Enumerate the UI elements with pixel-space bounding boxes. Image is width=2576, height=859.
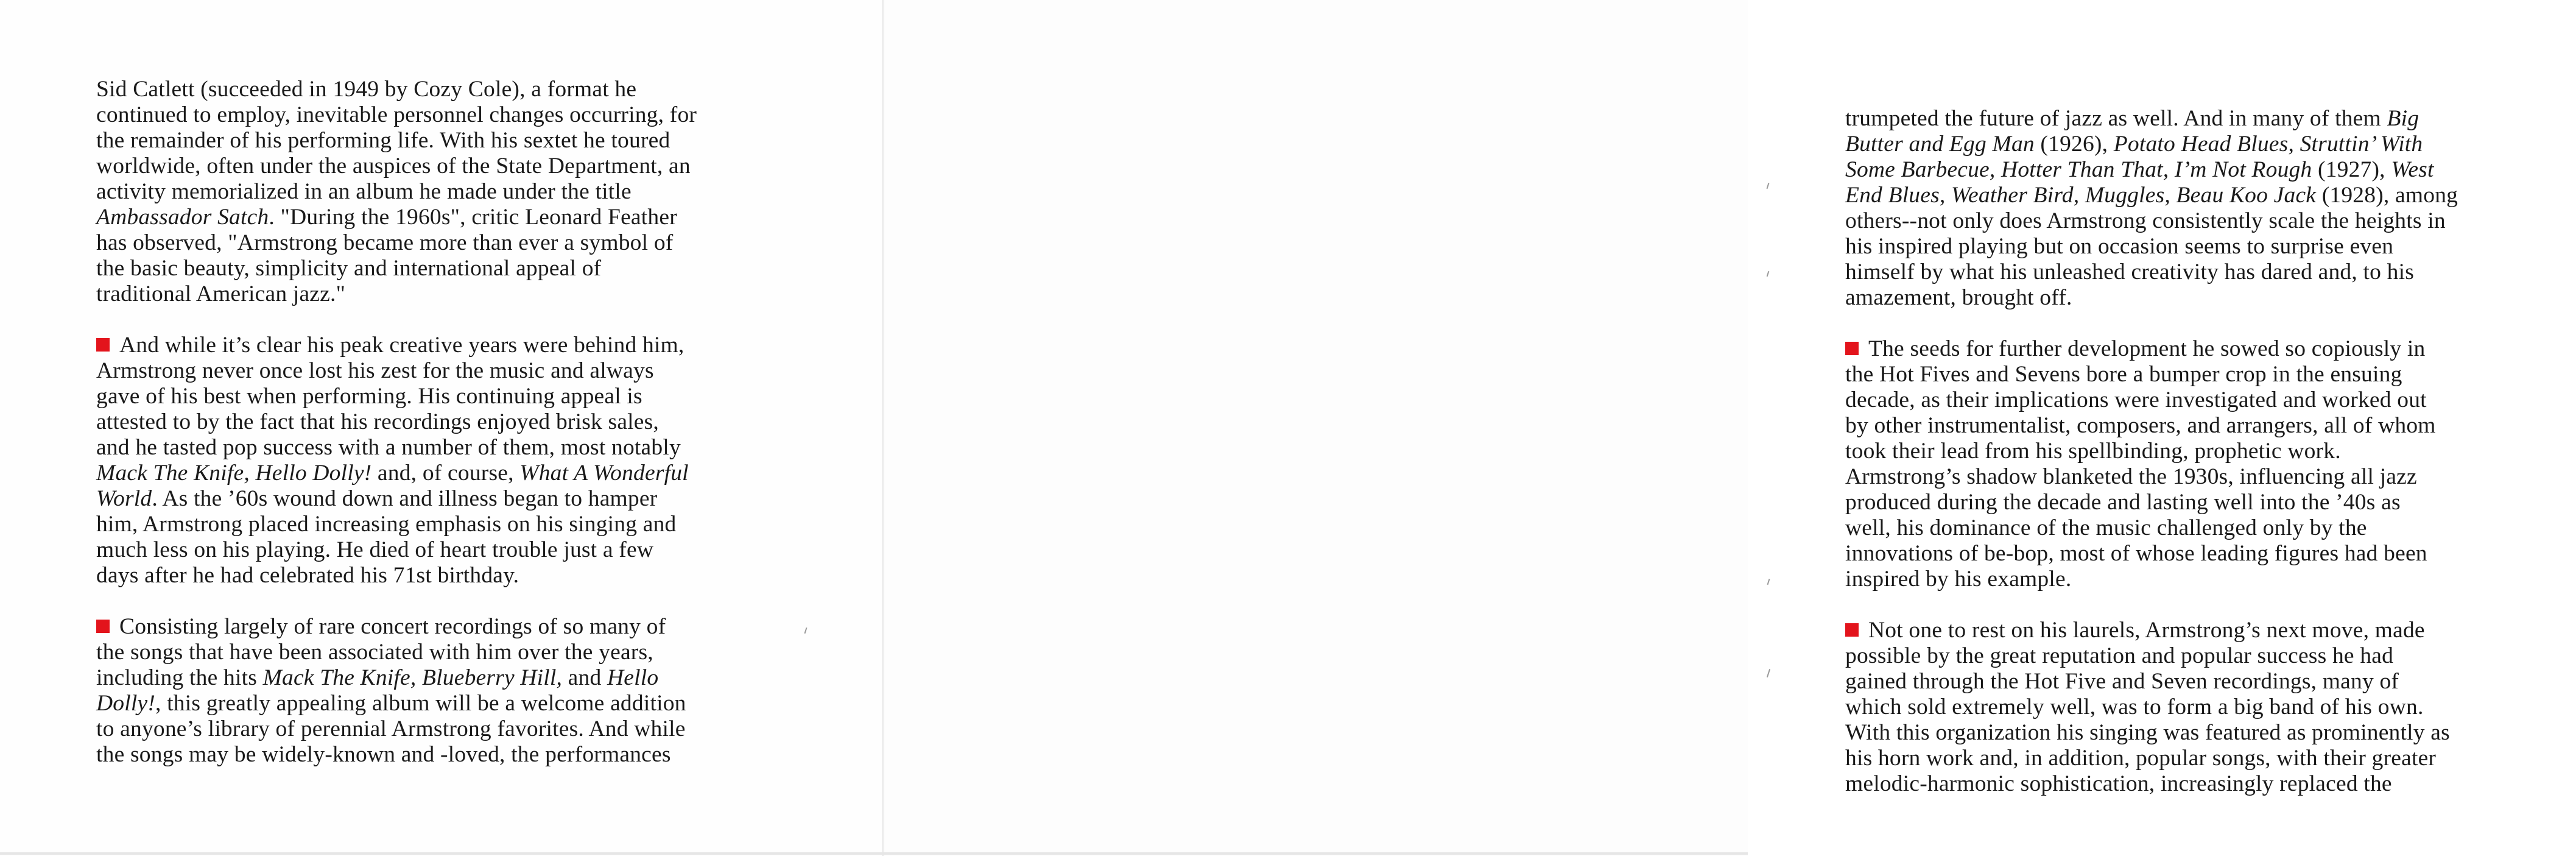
body-text: innovations of be-bop, most of whose leading figures had been: [1845, 541, 2427, 566]
left-page: [0, 0, 882, 856]
italic-title-text: Ambassador Satch: [96, 205, 269, 230]
body-text: the Hot Fives and Sevens bore a bumper crop in the ensuing: [1845, 362, 2402, 387]
text-line: [1845, 413, 2576, 439]
text-line: [1845, 695, 2576, 720]
body-text: to anyone’s library of perennial Armstrong favorites. And while: [96, 716, 686, 741]
italic-title-text: Potato Head Blues, Struttin’ With: [2113, 132, 2423, 157]
text-line: [1845, 515, 2576, 541]
body-text: the remainder of his performing life. With his sextet he toured: [96, 128, 670, 153]
body-text: himself by what his unleashed creativity has dared and, to his: [1845, 260, 2415, 285]
body-text: activity memorialized in an album he made under the title: [96, 179, 632, 204]
body-text: gained through the Hot Five and Seven recordings, many of: [1845, 669, 2399, 694]
body-text: and he tasted pop success with a number of them, most notably: [96, 435, 681, 460]
body-text: decade, as their implications were investigated and worked out: [1845, 387, 2427, 412]
body-text: days after he had celebrated his 71st birthday.: [96, 563, 519, 588]
text-line: [1845, 362, 2576, 387]
italic-title-text: Some Barbecue, Hotter Than That, I’m Not Rough: [1845, 157, 2312, 182]
italic-title-text: End Blues, Weather Bird, Muggles, Beau Koo Jack: [1845, 183, 2317, 208]
text-line: [1845, 285, 2576, 311]
italic-title-text: Big: [2387, 106, 2419, 131]
body-text: . "During the 1960s", critic Leonard Feather: [269, 205, 677, 230]
body-text: continued to employ, inevitable personnel changes occurring, for: [96, 102, 697, 127]
text-line: [96, 179, 827, 205]
text-line: [96, 154, 827, 179]
text-line: [96, 461, 827, 486]
body-text: him, Armstrong placed increasing emphasis on his singing and: [96, 512, 677, 537]
body-text: traditional American jazz.": [96, 281, 346, 306]
left-page-text-column: [96, 77, 827, 793]
right-page: [884, 0, 2458, 856]
paragraph: [1845, 336, 2576, 592]
text-line: [1845, 541, 2576, 567]
body-text: the songs that have been associated with him over the years,: [96, 640, 653, 665]
body-text: produced during the decade and lasting well into the ’40s as: [1845, 490, 2401, 515]
text-line: [1845, 669, 2576, 695]
body-text: . As the ’60s wound down and illness began to hamper: [152, 486, 658, 511]
text-line: [96, 77, 827, 102]
body-text: gave of his best when performing. His continuing appeal is: [96, 384, 642, 409]
text-line: [1845, 234, 2576, 260]
body-text: , this greatly appealing album will be a welcome addition: [155, 691, 686, 716]
body-text: and: [562, 665, 607, 690]
text-line: [96, 435, 827, 461]
italic-title-text: Mack The Knife, Hello Dolly!: [96, 461, 372, 486]
scan-speck: [1767, 579, 1770, 585]
text-line: [96, 384, 827, 409]
text-line: [1845, 746, 2576, 771]
body-text: amazement, brought off.: [1845, 285, 2072, 310]
text-line: [96, 281, 827, 307]
red-square-bullet-icon: [96, 620, 110, 633]
paragraph: [96, 614, 827, 768]
text-line: [96, 256, 827, 281]
page-bottom-edge: [0, 852, 1748, 855]
text-line: [1845, 490, 2576, 515]
right-page-text-column: [1845, 106, 2576, 822]
italic-title-text: Mack The Knife, Blueberry Hill,: [262, 665, 563, 690]
body-text: others--not only does Armstrong consistently scale the heights in: [1845, 208, 2446, 233]
text-line: [1845, 387, 2576, 413]
text-line: [96, 102, 827, 128]
text-line: [96, 358, 827, 384]
text-line: [96, 742, 827, 768]
paragraph: [1845, 618, 2576, 797]
paragraph: [1845, 106, 2576, 311]
text-line: [1845, 439, 2576, 464]
text-line: [1845, 567, 2576, 592]
text-line: [96, 205, 827, 230]
paragraph: [96, 333, 827, 589]
body-text: And while it’s clear his peak creative years were behind him,: [119, 333, 684, 358]
body-text: worldwide, often under the auspices of the State Department, an: [96, 154, 691, 179]
body-text: the basic beauty, simplicity and international appeal of: [96, 256, 602, 281]
body-text: Armstrong’s shadow blanketed the 1930s, influencing all jazz: [1845, 464, 2417, 489]
body-text: his horn work and, in addition, popular songs, with their greater: [1845, 746, 2437, 771]
italic-title-text: Hello: [607, 665, 659, 690]
text-line: [1845, 336, 2576, 362]
text-line: [1845, 464, 2576, 490]
body-text: the songs may be widely-known and -loved, the performances: [96, 742, 671, 767]
scan-speck: [1767, 271, 1770, 277]
body-text: Sid Catlett (succeeded in 1949 by Cozy Cole), a format he: [96, 77, 637, 102]
text-line: [96, 716, 827, 742]
scan-speck: [1767, 669, 1770, 677]
text-line: [1845, 771, 2576, 797]
text-line: [1845, 643, 2576, 669]
text-line: [96, 409, 827, 435]
body-text: his inspired playing but on occasion seems to surprise even: [1845, 234, 2394, 259]
text-line: [96, 230, 827, 256]
text-line: [96, 614, 827, 640]
italic-title-text: Butter and Egg Man: [1845, 132, 2035, 157]
body-text: (1927),: [2312, 157, 2391, 182]
paragraph: [96, 77, 827, 307]
body-text: (1928), among: [2316, 183, 2458, 208]
text-line: [1845, 720, 2576, 746]
body-text: possible by the great reputation and popular success he had: [1845, 643, 2394, 668]
body-text: inspired by his example.: [1845, 567, 2072, 592]
text-line: [96, 537, 827, 563]
body-text: (1926),: [2034, 132, 2114, 157]
red-square-bullet-icon: [96, 338, 110, 352]
body-text: With this organization his singing was featured as prominently as: [1845, 720, 2450, 745]
text-line: [1845, 208, 2576, 234]
text-line: [96, 128, 827, 154]
text-line: [1845, 132, 2576, 157]
body-text: which sold extremely well, was to form a big band of his own.: [1845, 695, 2424, 719]
red-square-bullet-icon: [1845, 623, 1859, 637]
body-text: Armstrong never once lost his zest for the music and always: [96, 358, 654, 383]
red-square-bullet-icon: [1845, 342, 1859, 355]
italic-title-text: West: [2391, 157, 2434, 182]
body-text: including the hits: [96, 665, 263, 690]
scan-speck: [1767, 183, 1770, 189]
body-text: took their lead from his spellbinding, prophetic work.: [1845, 439, 2341, 464]
body-text: and, of course,: [371, 461, 520, 486]
text-line: [1845, 260, 2576, 285]
body-text: has observed, "Armstrong became more than ever a symbol of: [96, 230, 674, 255]
body-text: Not one to rest on his laurels, Armstrong’s next move, made: [1868, 618, 2425, 643]
body-text: attested to by the fact that his recordings enjoyed brisk sales,: [96, 409, 660, 434]
text-line: [1845, 183, 2576, 208]
text-line: [96, 512, 827, 537]
body-text: The seeds for further development he sowed so copiously in: [1868, 336, 2426, 361]
italic-title-text: What A Wonderful: [519, 461, 689, 486]
italic-title-text: World: [96, 486, 152, 511]
body-text: well, his dominance of the music challenged only by the: [1845, 515, 2367, 540]
body-text: trumpeted the future of jazz as well. And in many of them: [1845, 106, 2387, 131]
text-line: [96, 563, 827, 589]
text-line: [1845, 618, 2576, 643]
text-line: [1845, 157, 2576, 183]
body-text: much less on his playing. He died of heart trouble just a few: [96, 537, 654, 562]
body-text: melodic-harmonic sophistication, increasingly replaced the: [1845, 771, 2392, 796]
body-text: by other instrumentalist, composers, and arrangers, all of whom: [1845, 413, 2436, 438]
text-line: [96, 333, 827, 358]
italic-title-text: Dolly!: [96, 691, 156, 716]
text-line: [1845, 106, 2576, 132]
body-text: Consisting largely of rare concert recordings of so many of: [119, 614, 666, 639]
text-line: [96, 640, 827, 665]
text-line: [96, 691, 827, 716]
text-line: [96, 486, 827, 512]
text-line: [96, 665, 827, 691]
